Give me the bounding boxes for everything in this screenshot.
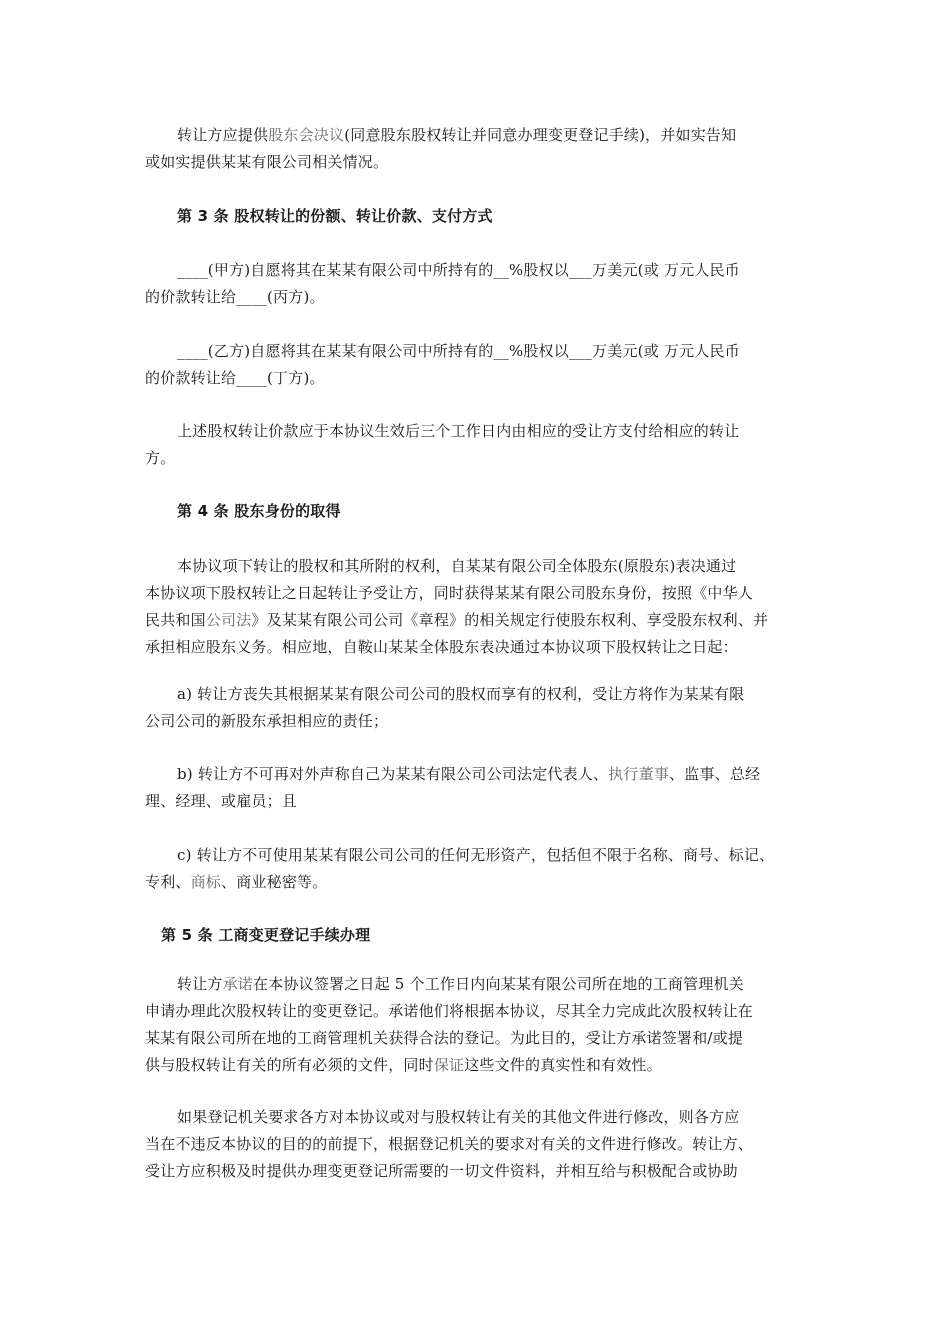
text-line: 的价款转让给____(丁方)。 — [145, 369, 325, 387]
text-line: c) 转让方不可使用某某有限公司公司的任何无形资产，包括但不限于名称、商号、标记、 — [177, 846, 775, 864]
text-line: 供与股权转让有关的所有必须的文件，同时保证这些文件的真实性和有效性。 — [145, 1056, 662, 1074]
text-line: 方。 — [145, 449, 176, 467]
text-line: 某某有限公司所在地的工商管理机关获得合法的登记。为此目的，受让方承诺签署和/或提 — [145, 1029, 744, 1047]
paragraph-registration — [145, 971, 825, 1079]
paragraph-item-a — [145, 681, 825, 735]
link-commitment[interactable]: 承诺 — [222, 975, 254, 993]
link-shareholder-resolution[interactable]: 股东会决议 — [268, 126, 345, 144]
text-line: 的价款转让给____(丙方)。 — [145, 288, 325, 306]
paragraph-shareholder-identity — [145, 553, 825, 661]
heading-article-3: 第 3 条 股权转让的份额、转让价款、支付方式 — [177, 207, 493, 225]
heading-article-4: 第 4 条 股东身份的取得 — [177, 502, 341, 520]
paragraph-transfer-b — [145, 338, 825, 392]
text-line: ____(甲方)自愿将其在某某有限公司中所持有的__%股权以___万美元(或 万元人民币 — [177, 261, 740, 279]
paragraph-item-b — [145, 761, 825, 815]
paragraph-modification — [145, 1104, 825, 1185]
link-executive-director[interactable]: 执行董事 — [608, 765, 670, 783]
link-company-law[interactable]: 公司法 — [205, 611, 252, 629]
text-line: 本协议项下转让的股权和其所附的权利，自某某有限公司全体股东(原股东)表决通过 — [177, 557, 737, 575]
text-line: a) 转让方丧失其根据某某有限公司公司的股权而享有的权利，受让方将作为某某有限 — [177, 685, 745, 703]
text-line: 转让方承诺在本协议签署之日起 5 个工作日内向某某有限公司所在地的工商管理机关 — [177, 975, 744, 993]
text-line: b) 转让方不可再对外声称自己为某某有限公司公司法定代表人、执行董事、监事、总经 — [177, 765, 761, 783]
text-line: 或如实提供某某有限公司相关情况。 — [145, 153, 389, 171]
link-guarantee[interactable]: 保证 — [433, 1056, 465, 1074]
text-line: ____(乙方)自愿将其在某某有限公司中所持有的__%股权以___万美元(或 万元人民币 — [177, 342, 740, 360]
text-line: 当在不违反本协议的目的的前提下，根据登记机关的要求对有关的文件进行修改。转让方、 — [145, 1135, 754, 1153]
paragraph-transfer-a — [145, 257, 825, 311]
text-line: 民共和国公司法》及某某有限公司公司《章程》的相关规定行使股东权利、享受股东权利、并 — [145, 611, 769, 629]
text-line: 受让方应积极及时提供办理变更登记所需要的一切文件资料，并相互给与积极配合或协助 — [145, 1162, 738, 1180]
text-line: 转让方应提供股东会决议(同意股东股权转让并同意办理变更登记手续)，并如实告知 — [177, 126, 737, 144]
text-line: 如果登记机关要求各方对本协议或对与股权转让有关的其他文件进行修改，则各方应 — [177, 1108, 740, 1126]
text-line: 公司公司的新股东承担相应的责任； — [145, 712, 389, 730]
paragraph-payment — [145, 418, 825, 472]
heading-article-5: 第 5 条 工商变更登记手续办理 — [161, 926, 371, 944]
text-line: 申请办理此次股权转让的变更登记。承诺他们将根据本协议，尽其全力完成此次股权转让在 — [145, 1002, 754, 1020]
text-line: 专利、商标、商业秘密等。 — [145, 873, 328, 891]
text-line: 承担相应股东义务。相应地，自鞍山某某全体股东表决通过本协议项下股权转让之日起： — [145, 638, 738, 656]
text-line: 上述股权转让价款应于本协议生效后三个工作日内由相应的受让方支付给相应的转让 — [177, 422, 740, 440]
paragraph-shareholder-resolution — [145, 122, 825, 176]
text-line: 本协议项下股权转让之日起转让予受让方，同时获得某某有限公司股东身份，按照《中华人 — [145, 584, 754, 602]
text-line: 理、经理、或雇员；且 — [145, 792, 298, 810]
paragraph-item-c — [145, 842, 825, 896]
link-trademark[interactable]: 商标 — [190, 873, 222, 891]
